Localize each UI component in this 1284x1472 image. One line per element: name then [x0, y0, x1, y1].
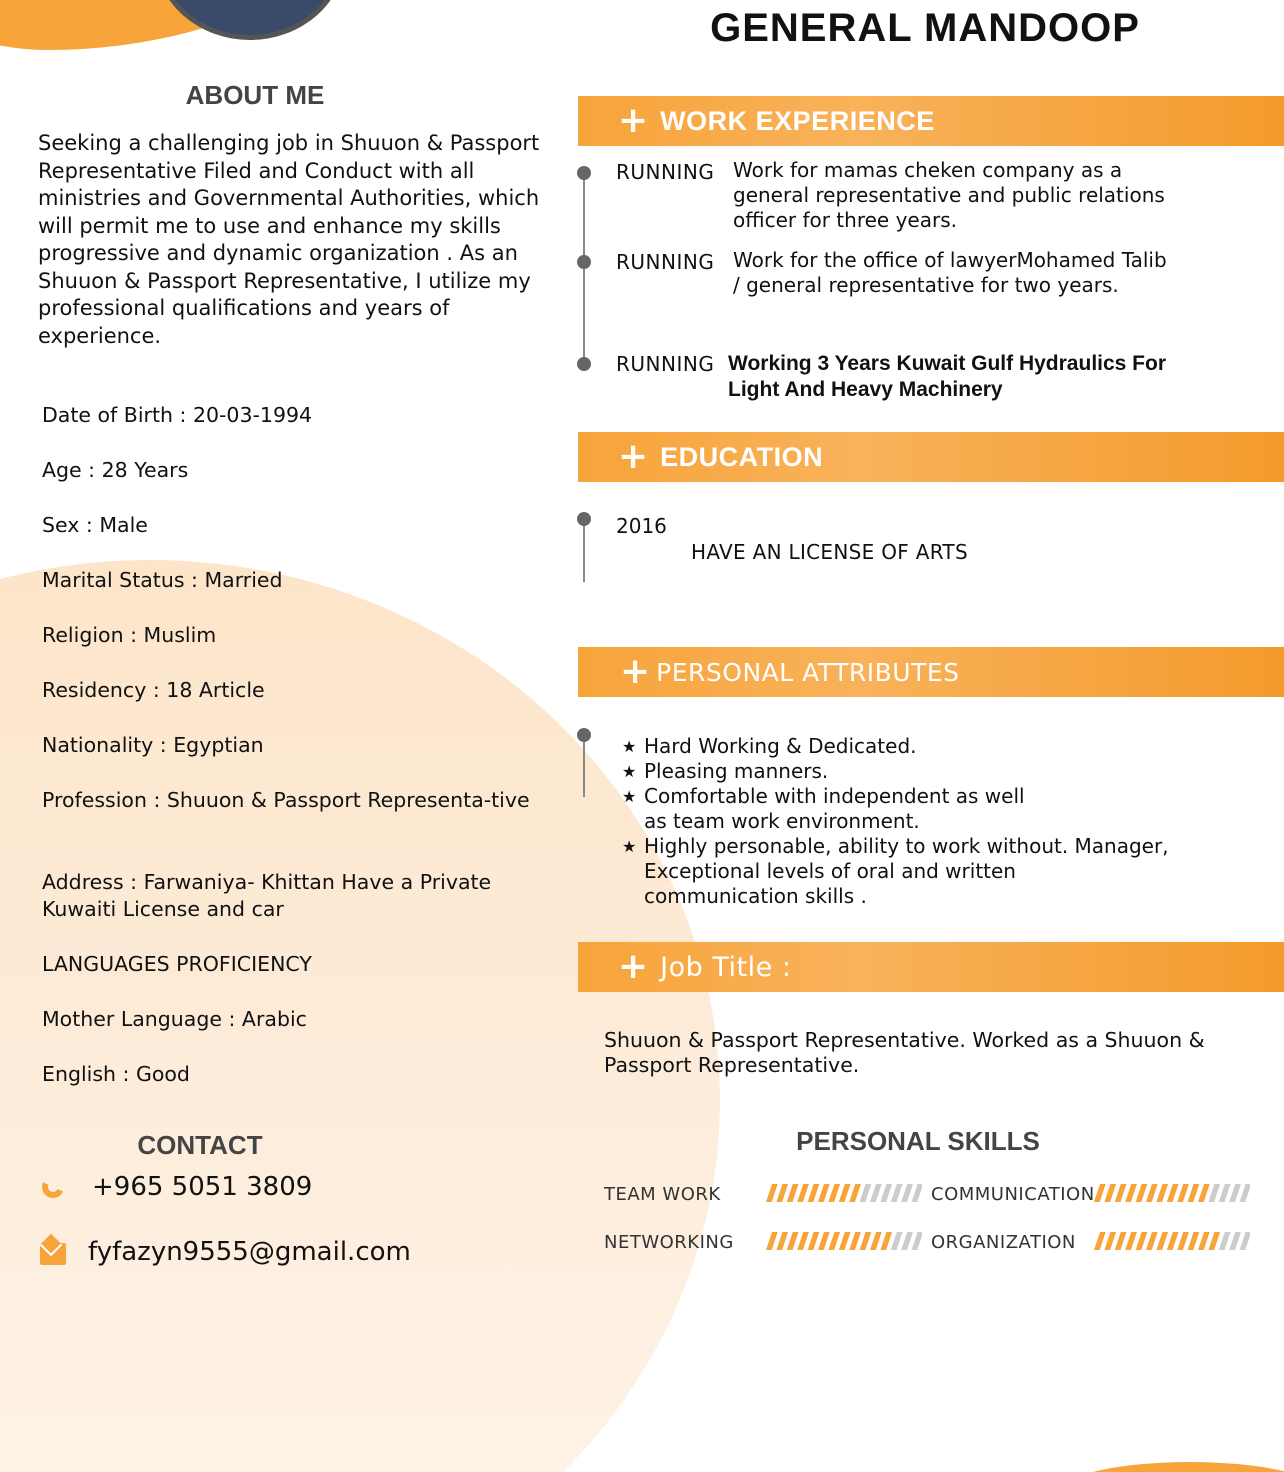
skill-label-organization: ORGANIZATION: [931, 1232, 1076, 1253]
skill-bar-communication: [1094, 1184, 1250, 1202]
skill-stripe: [808, 1184, 820, 1202]
skill-stripe: [870, 1232, 882, 1250]
skill-stripe: [1094, 1184, 1106, 1202]
timeline-dot: [577, 512, 591, 526]
skill-stripe: [1136, 1232, 1148, 1250]
skill-stripe: [912, 1232, 922, 1250]
skill-stripe: [1219, 1184, 1231, 1202]
skill-stripe: [1229, 1184, 1241, 1202]
list-item: ★ Hard Working & Dedicated.: [622, 734, 917, 758]
skill-stripe: [1177, 1232, 1189, 1250]
job-title-heading: Job Title :: [660, 951, 792, 983]
skill-stripe: [818, 1184, 830, 1202]
email-address[interactable]: fyfazyn9555@gmail.com: [88, 1237, 411, 1267]
plus-icon: +: [618, 946, 649, 987]
skill-stripe: [891, 1232, 903, 1250]
contact-phone: [40, 1172, 312, 1202]
skill-stripe: [808, 1232, 820, 1250]
skill-stripe: [1208, 1232, 1220, 1250]
personal-attributes-heading: PERSONAL ATTRIBUTES: [656, 657, 960, 687]
skill-stripe: [1136, 1184, 1148, 1202]
skill-stripe: [912, 1184, 922, 1202]
skill-stripe: [1104, 1232, 1116, 1250]
timeline-dot: [577, 357, 591, 371]
skill-stripe: [1146, 1232, 1158, 1250]
personal-attributes-bar: [578, 647, 1284, 697]
education-timeline-line: [583, 520, 585, 582]
plus-icon: +: [618, 436, 649, 477]
fact-english: English : Good: [42, 1062, 190, 1086]
fact-profession: Profession : Shuuon & Passport Representa-tive: [42, 788, 530, 812]
star-icon: ★: [622, 737, 637, 756]
skill-stripe: [766, 1184, 778, 1202]
work-entry-tag: RUNNING: [616, 250, 715, 274]
skill-stripe: [1115, 1184, 1127, 1202]
skill-stripe: [891, 1184, 903, 1202]
timeline-dot: [577, 255, 591, 269]
bottom-accent-shape: [1060, 1462, 1284, 1472]
skill-label-communication: COMMUNICATION: [931, 1184, 1095, 1205]
contact-heading: CONTACT: [137, 1130, 263, 1160]
phone-number[interactable]: +965 5051 3809: [92, 1172, 313, 1202]
work-experience-bar: [578, 96, 1284, 146]
fact-residency: Residency : 18 Article: [42, 678, 265, 702]
page-title: GENERAL MANDOOP: [710, 6, 1140, 50]
skill-stripe: [1125, 1184, 1137, 1202]
skill-stripe: [1188, 1232, 1200, 1250]
skill-label-team-work: TEAM WORK: [604, 1184, 721, 1205]
skill-stripe: [797, 1184, 809, 1202]
work-entry-tag: RUNNING: [616, 160, 715, 184]
skill-stripe: [1219, 1232, 1231, 1250]
work-experience-heading: WORK EXPERIENCE: [660, 105, 935, 136]
list-item: ★ Highly personable, ability to work without. Manager, Exceptional levels of oral and written communication skills .: [622, 834, 1169, 908]
skill-stripe: [839, 1184, 851, 1202]
fact-nationality: Nationality : Egyptian: [42, 733, 264, 757]
about-text: Seeking a challenging job in Shuuon & Passport Representative Filed and Conduct with all ministries and Governmental Authorities, which will permit me to use and enhance my skills progressive and dynamic organization . As an Shuuon & Passport Representative, I utilize my professional qualifications and years of experience.: [38, 131, 540, 348]
star-icon: ★: [622, 762, 637, 781]
education-desc: HAVE AN LICENSE OF ARTS: [691, 540, 968, 564]
plus-icon: +: [618, 100, 649, 141]
skill-stripe: [828, 1184, 840, 1202]
envelope-icon: [40, 1243, 66, 1265]
star-icon: ★: [622, 787, 637, 806]
skill-bar-organization: [1094, 1232, 1250, 1250]
skill-stripe: [787, 1232, 799, 1250]
skill-stripe: [1240, 1184, 1250, 1202]
attributes-timeline-line: [583, 735, 585, 797]
skill-stripe: [849, 1232, 861, 1250]
timeline-dot: [577, 166, 591, 180]
contact-email: [40, 1237, 411, 1267]
skill-stripe: [1177, 1184, 1189, 1202]
skill-stripe: [1156, 1184, 1168, 1202]
phone-icon: [40, 1172, 70, 1202]
skill-stripes: [766, 1232, 922, 1250]
skill-stripe: [1240, 1232, 1250, 1250]
plus-icon: +: [620, 651, 651, 692]
education-bar: [578, 432, 1284, 482]
skill-stripe: [1229, 1232, 1241, 1250]
fact-age: Age : 28 Years: [42, 458, 189, 482]
skill-stripe: [1115, 1232, 1127, 1250]
skill-stripe: [849, 1184, 861, 1202]
skill-stripe: [787, 1184, 799, 1202]
skill-stripe: [880, 1184, 892, 1202]
skill-stripe: [1146, 1184, 1158, 1202]
skill-stripes: [766, 1184, 922, 1202]
timeline-dot: [577, 728, 591, 742]
skill-stripe: [776, 1232, 788, 1250]
about-heading: ABOUT ME: [185, 80, 325, 110]
skill-stripe: [1125, 1232, 1137, 1250]
skill-stripe: [1094, 1232, 1106, 1250]
education-year: 2016: [616, 514, 667, 538]
work-entry-desc: Work for mamas cheken company as a general representative and public relations officer for three years.: [733, 158, 1165, 232]
skill-stripe: [1104, 1184, 1116, 1202]
skill-stripes: [1094, 1232, 1250, 1250]
job-title-bar: [578, 942, 1284, 992]
skill-stripe: [1167, 1232, 1179, 1250]
star-icon: ★: [622, 837, 637, 856]
skill-stripe: [818, 1232, 830, 1250]
skill-stripe: [1198, 1232, 1210, 1250]
attributes-list: [622, 734, 1182, 909]
skill-stripe: [860, 1232, 872, 1250]
work-entry-tag: RUNNING: [616, 352, 715, 376]
skill-stripe: [1208, 1184, 1220, 1202]
skill-bar-networking: [766, 1232, 922, 1250]
skill-stripe: [797, 1232, 809, 1250]
skill-stripe: [1198, 1184, 1210, 1202]
skills-heading: PERSONAL SKILLS: [796, 1126, 1040, 1156]
list-item: ★ Pleasing manners.: [622, 759, 829, 783]
fact-address: Address : Farwaniya- Khittan Have a Private Kuwaiti License and car: [42, 870, 492, 921]
skill-stripes: [1094, 1184, 1250, 1202]
skill-bar-team-work: [766, 1184, 922, 1202]
fact-marital-status: Marital Status : Married: [42, 568, 283, 592]
education-heading: EDUCATION: [660, 441, 824, 472]
job-title-text: Shuuon & Passport Representative. Worked as a Shuuon & Passport Representative.: [604, 1028, 1205, 1077]
skill-stripe: [828, 1232, 840, 1250]
skill-stripe: [776, 1184, 788, 1202]
list-item: ★ Comfortable with independent as well as team work environment.: [622, 784, 1025, 833]
skill-stripe: [901, 1184, 913, 1202]
skill-stripe: [1188, 1184, 1200, 1202]
fact-religion: Religion : Muslim: [42, 623, 217, 647]
fact-sex: Sex : Male: [42, 513, 148, 537]
skill-stripe: [766, 1232, 778, 1250]
skill-stripe: [880, 1232, 892, 1250]
skill-stripe: [1156, 1232, 1168, 1250]
work-entry-desc: Work for the office of lawyerMohamed Talib / general representative for two years.: [733, 248, 1167, 297]
languages-heading: LANGUAGES PROFICIENCY: [42, 952, 312, 976]
skill-stripe: [870, 1184, 882, 1202]
work-entry-desc: Working 3 Years Kuwait Gulf Hydraulics For Light And Heavy Machinery: [728, 352, 1167, 401]
skill-stripe: [1167, 1184, 1179, 1202]
skill-stripe: [860, 1184, 872, 1202]
fact-dob: Date of Birth : 20-03-1994: [42, 403, 313, 427]
skill-stripe: [901, 1232, 913, 1250]
skill-label-networking: NETWORKING: [604, 1232, 734, 1253]
skill-stripe: [839, 1232, 851, 1250]
fact-mother-language: Mother Language : Arabic: [42, 1007, 307, 1031]
